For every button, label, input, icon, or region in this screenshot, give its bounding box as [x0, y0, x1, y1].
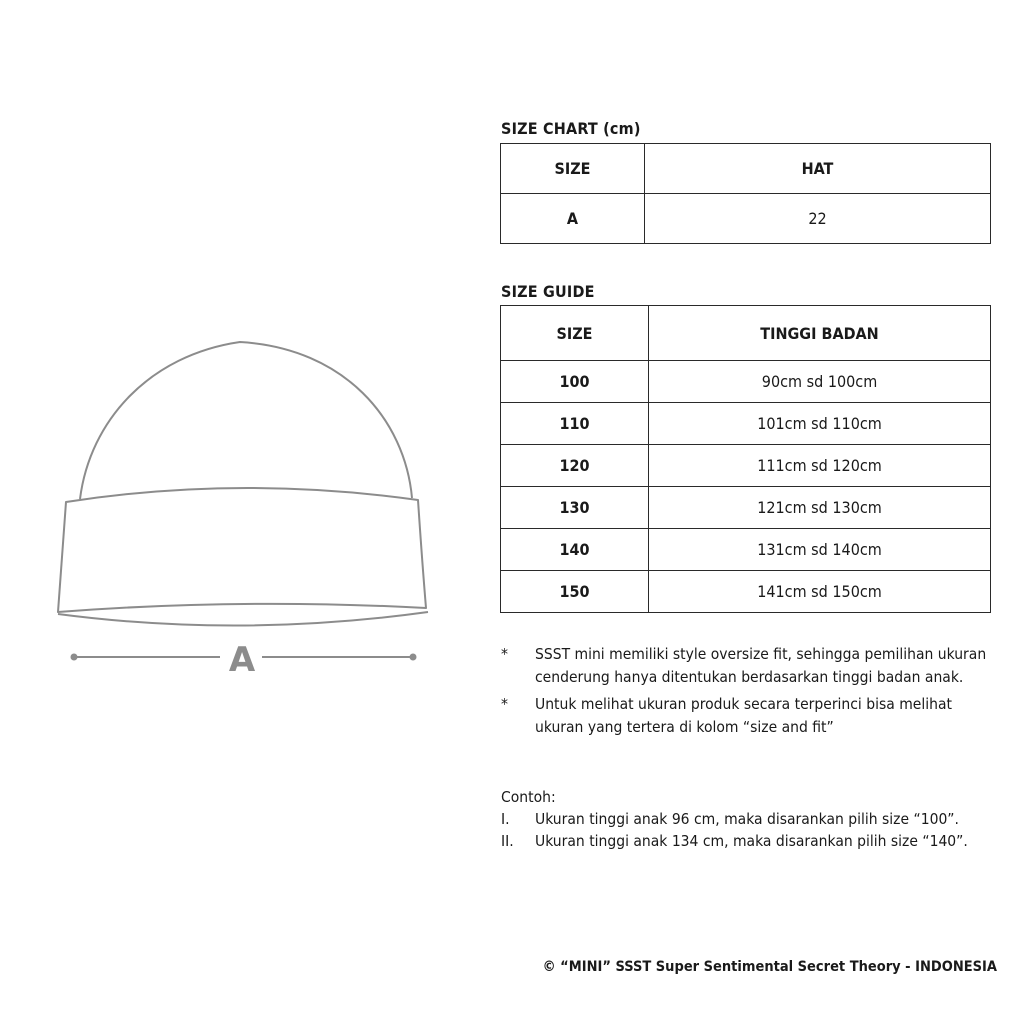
size-chart-header-size: SIZE [501, 144, 645, 194]
hat-cuff [58, 488, 426, 612]
table-row [501, 361, 991, 403]
size-cell: 110 [501, 403, 649, 445]
dimension-label: A [228, 640, 256, 680]
table-row [501, 194, 991, 244]
note-text: SSST mini memiliki style oversize fit, sehingga pemilihan ukuran cenderung hanya ditentukan berdasarkan tinggi badan anak. [535, 645, 987, 686]
table-row [501, 445, 991, 487]
table-row [501, 403, 991, 445]
dimension-endpoint-right [410, 654, 417, 661]
height-range-cell: 121cm sd 130cm [649, 487, 991, 529]
size-guide-header-height: TINGGI BADAN [649, 306, 991, 361]
height-range-cell: 141cm sd 150cm [649, 571, 991, 613]
example-marker: I. [501, 810, 510, 828]
size-guide-header-size: SIZE [501, 306, 649, 361]
examples-title: Contoh: [501, 788, 556, 806]
dimension-endpoint-left [71, 654, 78, 661]
height-range-cell: 131cm sd 140cm [649, 529, 991, 571]
example-item [501, 830, 1001, 852]
copyright-footer: © “MINI” SSST Super Sentimental Secret Theory - INDONESIA [542, 959, 997, 975]
table-row [501, 529, 991, 571]
height-range-cell: 90cm sd 100cm [649, 361, 991, 403]
size-chart-table [500, 143, 991, 244]
example-item [501, 808, 1001, 830]
hat-inner-rim [58, 612, 428, 626]
size-guide-table [500, 305, 991, 613]
note-marker: * [501, 645, 508, 663]
beanie-hat-illustration [40, 330, 460, 690]
height-range-cell: 101cm sd 110cm [649, 403, 991, 445]
table-header-row [501, 144, 991, 194]
hat-crown [80, 342, 412, 499]
note-text: Untuk melihat ukuran produk secara terperinci bisa melihat ukuran yang tertera di kolom “size and fit” [535, 695, 952, 736]
table-row [501, 487, 991, 529]
examples-section [501, 786, 1001, 852]
example-text: Ukuran tinggi anak 134 cm, maka disarankan pilih size “140”. [535, 832, 968, 850]
size-guide-title: SIZE GUIDE [501, 282, 595, 301]
table-row [501, 571, 991, 613]
height-range-cell: 111cm sd 120cm [649, 445, 991, 487]
size-chart-cell-hat: 22 [645, 194, 991, 244]
note-item [501, 693, 991, 739]
size-chart-cell-size: A [501, 194, 645, 244]
size-cell: 120 [501, 445, 649, 487]
size-cell: 150 [501, 571, 649, 613]
note-marker: * [501, 695, 508, 713]
notes-list [501, 643, 991, 743]
size-cell: 100 [501, 361, 649, 403]
table-header-row [501, 306, 991, 361]
size-cell: 140 [501, 529, 649, 571]
note-item [501, 643, 991, 689]
size-chart-title: SIZE CHART (cm) [501, 119, 641, 138]
example-text: Ukuran tinggi anak 96 cm, maka disarankan pilih size “100”. [535, 810, 959, 828]
size-cell: 130 [501, 487, 649, 529]
size-chart-header-hat: HAT [645, 144, 991, 194]
example-marker: II. [501, 832, 514, 850]
